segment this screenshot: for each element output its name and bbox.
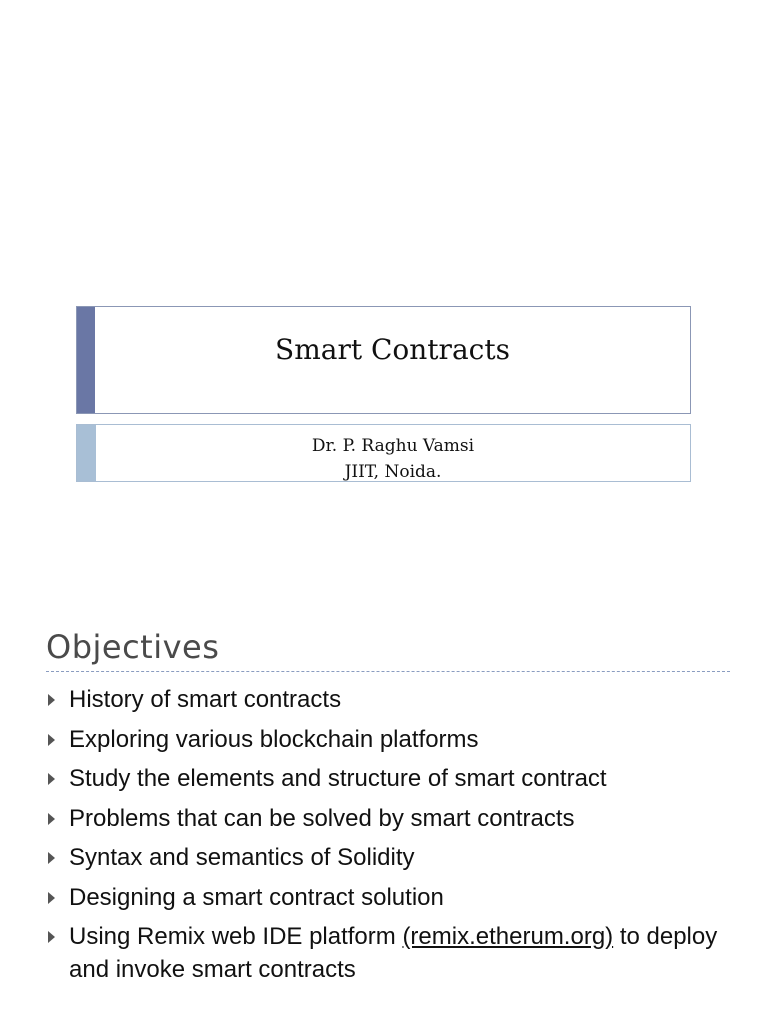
list-item — [46, 723, 726, 756]
subtitle-lines — [96, 433, 690, 485]
list-item — [46, 762, 726, 795]
heading-divider — [46, 671, 730, 672]
list-item-text: Problems that can be solved by smart contracts — [69, 804, 575, 832]
list-item-text: Exploring various blockchain platforms — [69, 725, 479, 753]
triangle-right-icon — [48, 734, 55, 746]
list-item — [46, 881, 726, 914]
triangle-right-icon — [48, 931, 55, 943]
title-box — [76, 306, 691, 414]
objectives-heading: Objectives — [46, 628, 220, 666]
title-accent-bar — [77, 307, 95, 413]
list-item-text: Syntax and semantics of Solidity — [69, 844, 415, 871]
list-item-text: History of smart contracts — [69, 686, 342, 713]
list-item-text: Designing a smart contract solution — [69, 883, 444, 911]
triangle-right-icon — [48, 813, 55, 825]
list-item — [46, 841, 726, 874]
objectives-list — [46, 683, 726, 993]
triangle-right-icon — [48, 773, 55, 785]
triangle-right-icon — [48, 694, 55, 706]
list-item-text: Study the elements and structure of smart contract — [69, 765, 607, 792]
affiliation: JIIT, Noida. — [344, 462, 442, 482]
remix-link[interactable]: (remix.etherum.org) — [402, 923, 614, 950]
triangle-right-icon — [48, 852, 55, 864]
triangle-right-icon — [48, 892, 55, 904]
list-item — [46, 683, 726, 716]
author-name: Dr. P. Raghu Vamsi — [311, 436, 475, 456]
list-item — [46, 802, 726, 835]
subtitle-box — [76, 424, 691, 482]
subtitle-accent-bar — [77, 425, 96, 481]
list-item — [46, 920, 726, 986]
slide-title: Smart Contracts — [275, 333, 510, 366]
list-item-text: Using Remix web IDE platform — [69, 923, 403, 950]
list-item-text: to deploy and invoke smart contracts — [69, 923, 718, 983]
